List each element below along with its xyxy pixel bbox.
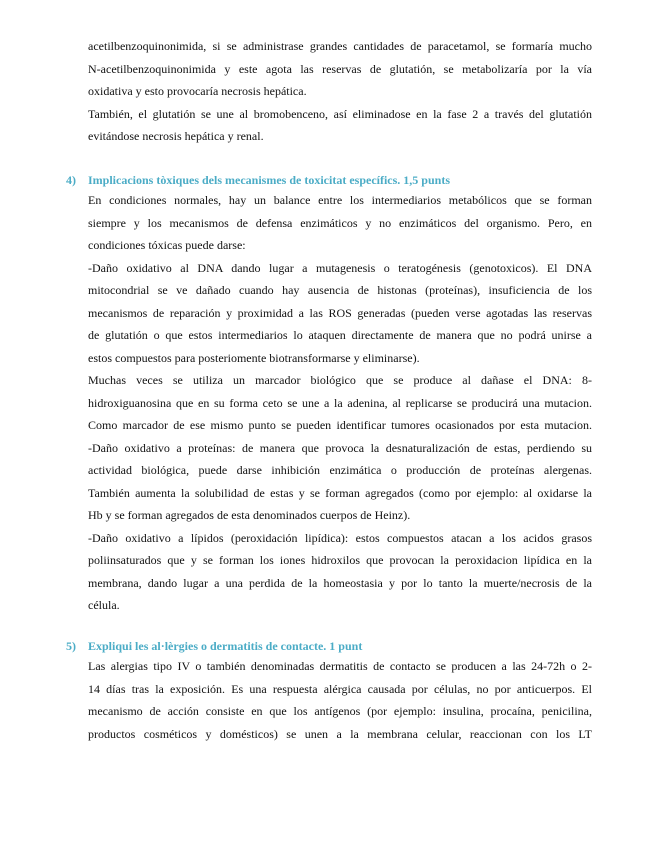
text-line: condiciones tóxicas puede darse:: [88, 238, 246, 252]
text-line: acetilbenzoquinonimida, si se administrase grandes cantidades de paracetamol, se formaría mucho: [88, 39, 592, 53]
text-line: También aumenta la solubilidad de estas y se forman agregados (como por ejemplo: al oxidarse la: [88, 485, 592, 500]
text-line: Muchas veces se utiliza un marcador biológico que se produce al dañase el DNA: 8-: [88, 373, 592, 387]
text-line: -Daño oxidativo a proteínas: de manera que provoca la desnaturalización de estas, perdiendo su: [88, 440, 592, 455]
text-line: hidroxiguanosina que en su forma ceto se une a la adenina, al replicarse se producirá una mutacion.: [88, 395, 592, 410]
text-line: mitocondrial se ve dañado cuando hay ausencia de histonas (proteínas), insuficiencia de los: [88, 283, 592, 297]
text-line: oxidativa y esto provocaría necrosis hepática.: [88, 84, 307, 98]
text-line: actividad biológica, puede darse inhibición enzimática o producción de proteínas alergenas.: [88, 463, 592, 477]
text-line: evitándose necrosis hepática y renal.: [88, 129, 264, 143]
text-line: -Daño oxidativo al DNA dando lugar a mutagenesis o teratogénesis (genotoxicos). El DNA: [88, 260, 592, 275]
text-line: Como marcador de ese mismo punto se pueden identificar tumores ocasionados por esta mutacion.: [88, 418, 592, 432]
section-number: 4): [66, 173, 76, 187]
text-line: -Daño oxidativo a lípidos (peroxidación lipídica): estos compuestos atacan a los acidos grasos: [88, 530, 592, 545]
text-line: Las alergias tipo IV o también denominadas dermatitis de contacto se producen a las 24-72h o 2-: [88, 659, 592, 673]
text-line: célula.: [88, 598, 120, 612]
section-4-heading: [66, 172, 450, 188]
text-line: de glutatión o que estos intermediarios lo ataquen directamente de manera que no podrá unirse a: [88, 328, 592, 342]
intro-paragraph: [88, 35, 592, 148]
text-line: productos cosméticos y domésticos) se unen a la membrana celular, reaccionan con los LT: [88, 726, 592, 741]
section-4-body: [88, 189, 592, 617]
text-line: poliinsaturados que y se forman los iones hidroxilos que provocan la peroxidacion lipídica en la: [88, 553, 592, 567]
text-line: mecanismos de reparación y proximidad a las ROS generadas (pueden verse agotadas las reservas: [88, 305, 592, 320]
text-line: mecanismo de acción consiste en que los antígenos (por ejemplo: insulina, procaína, penicilina,: [88, 704, 592, 718]
section-title: Implicacions tòxiques dels mecanismes de toxicitat específics. 1,5 punts: [88, 173, 450, 187]
text-line: En condiciones normales, hay un balance entre los intermediarios metabólicos que se forman: [88, 193, 592, 207]
text-line: Hb y se forman agregados de esta denominados cuerpos de Heinz).: [88, 508, 411, 522]
section-5-body: [88, 655, 592, 745]
text-line: siempre y los mecanismos de defensa enzimáticos y no enzimáticos del organismo. Pero, en: [88, 215, 592, 230]
text-line: estos compuestos para posteriomente biotransformarse y eliminarse).: [88, 350, 420, 365]
text-line: 14 días tras la exposición. Es una respuesta alérgica causada por células, no por anticuerpos. El: [88, 681, 592, 696]
section-title: Expliqui les al·lèrgies o dermatitis de contacte. 1 punt: [88, 639, 363, 653]
text-line: También, el glutatión se une al bromobenceno, así eliminadose en la fase 2 a través del glutatión: [88, 106, 592, 121]
section-5-heading: [66, 638, 362, 654]
section-number: 5): [66, 639, 76, 653]
text-line: membrana, dando lugar a una perdida de la homeostasia y por lo tanto la muerte/necrosis de la: [88, 575, 592, 590]
text-line: N-acetilbenzoquinonimida y este agota las reservas de glutatión, se metabolizaría por la vía: [88, 61, 592, 76]
